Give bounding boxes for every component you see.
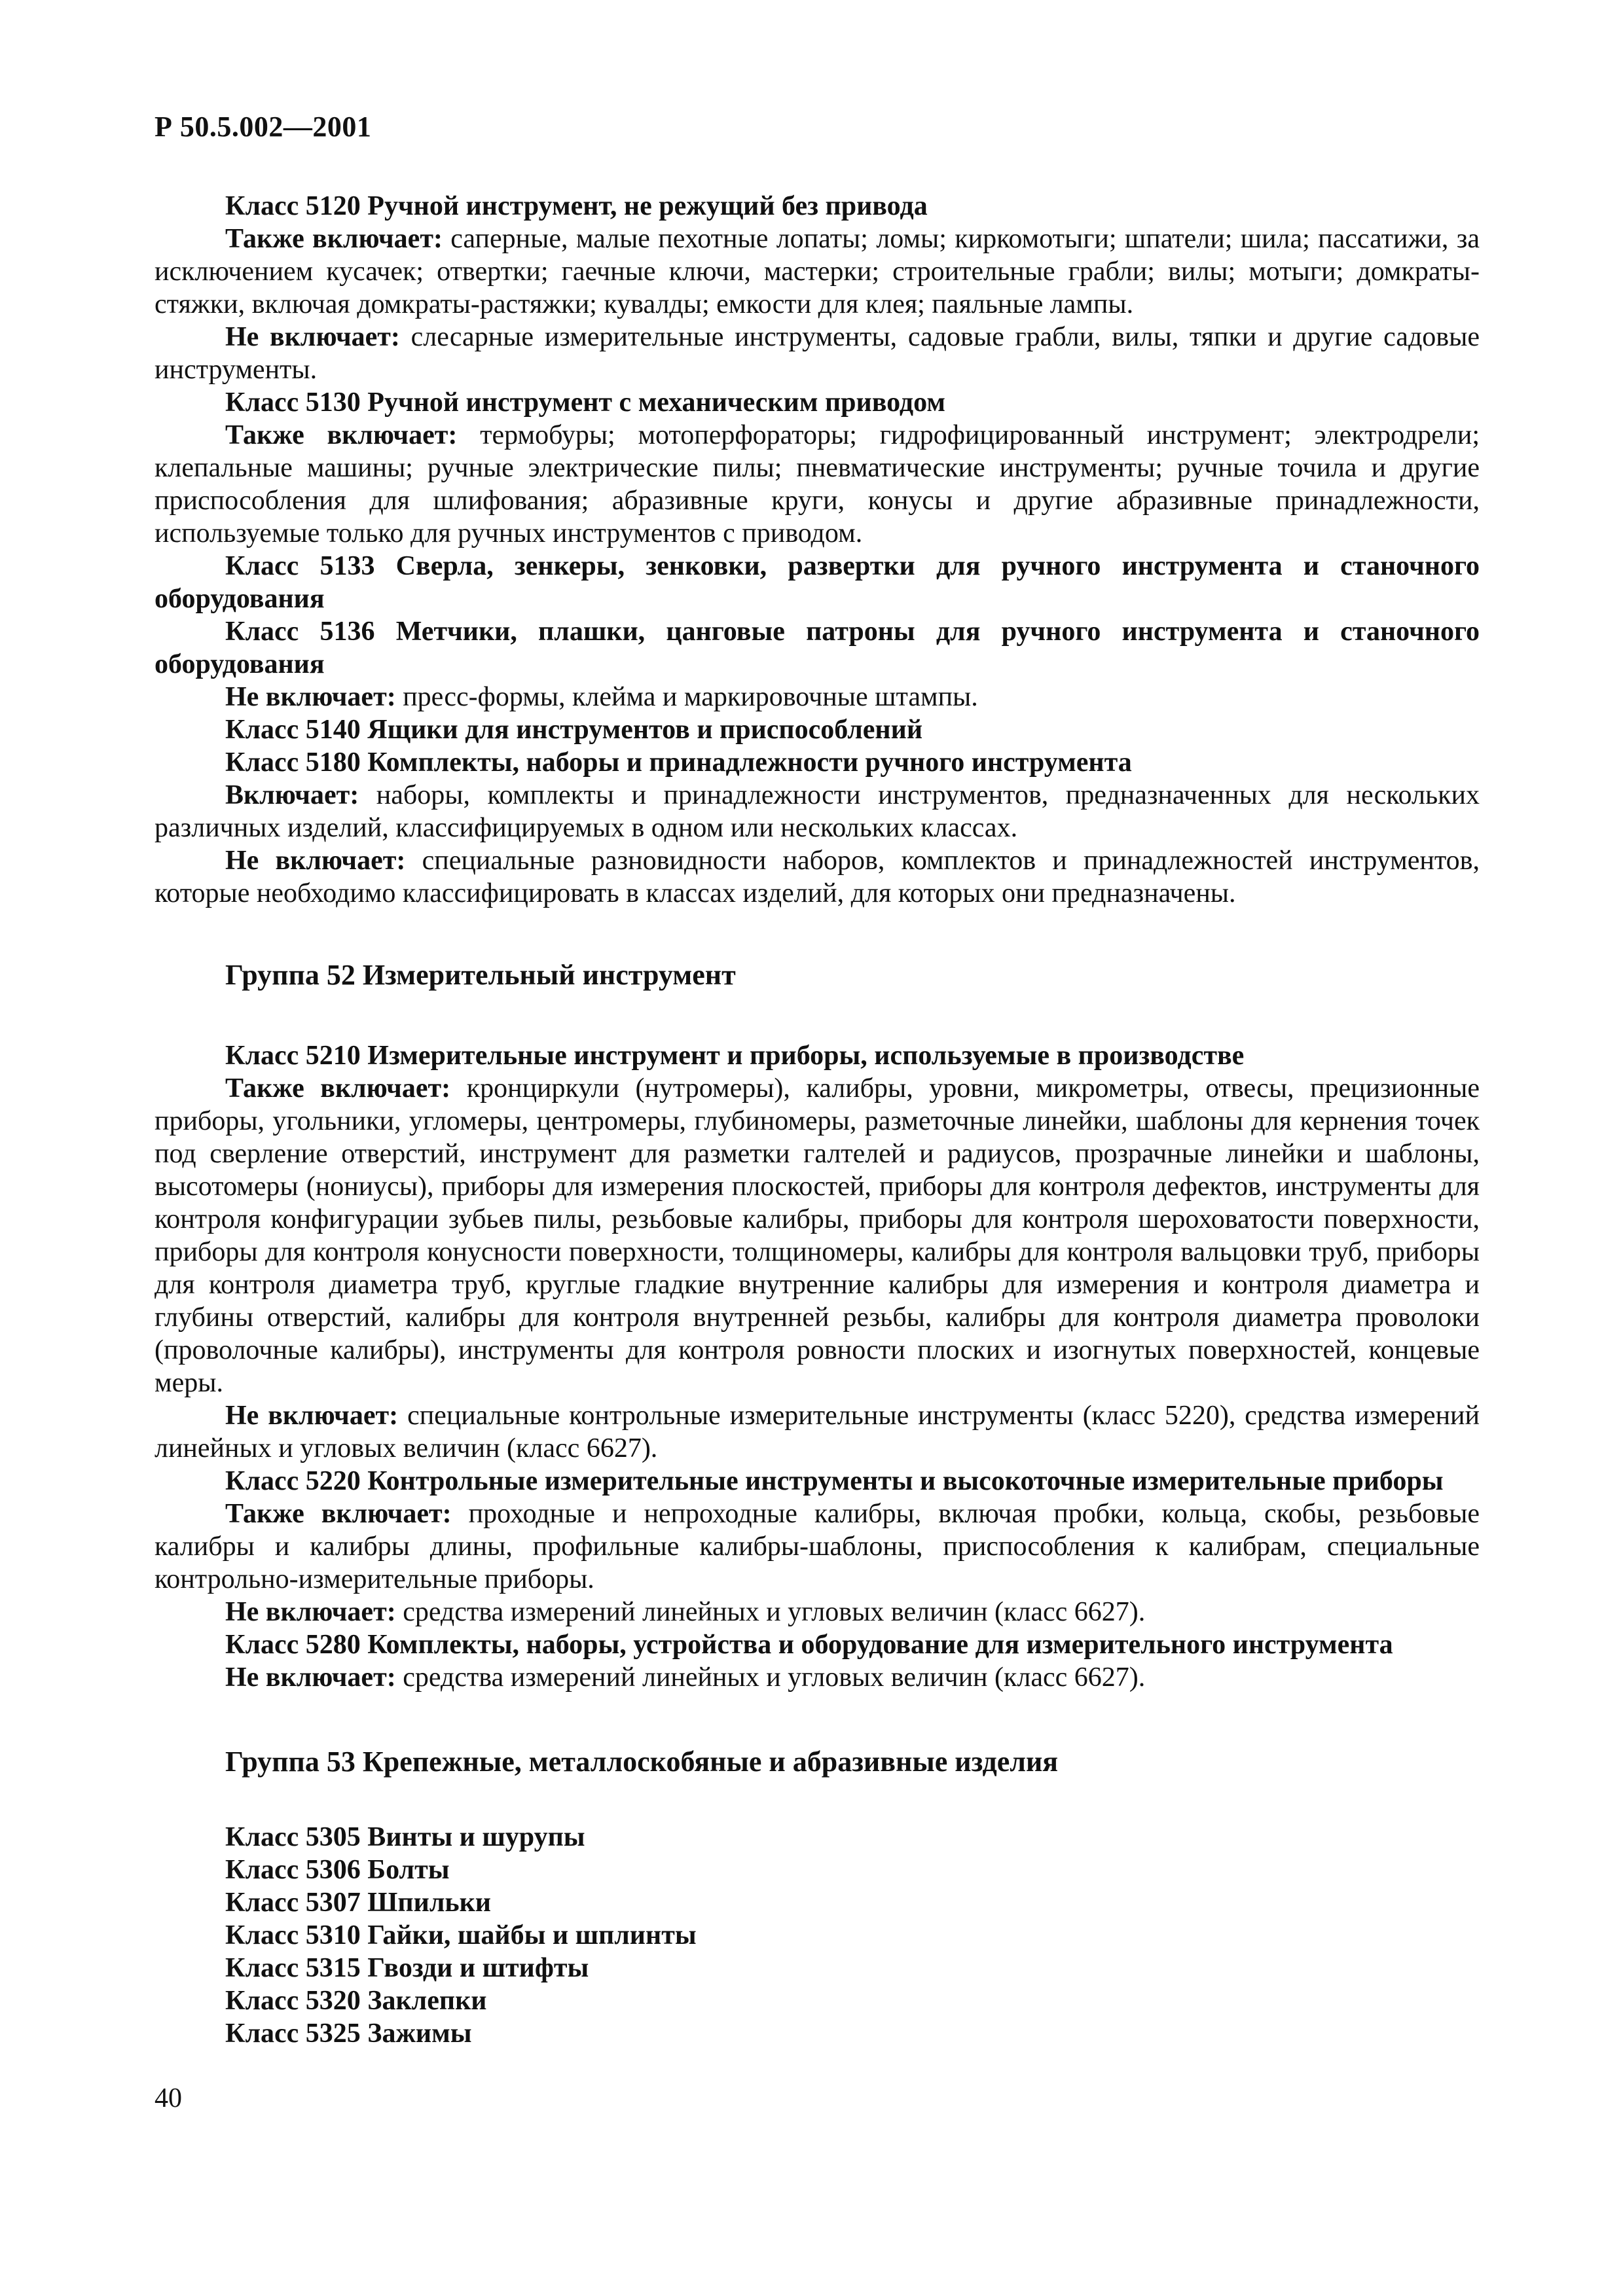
- class-5280-excludes: [155, 1661, 1480, 1694]
- excludes-label: Не включает:: [225, 322, 400, 352]
- class-5133-heading: Класс 5133 Сверла, зенкеры, зенковки, развертки для ручного инструмента и станочного оборудования: [155, 551, 1480, 614]
- class-5130-heading: Класс 5130 Ручной инструмент с механическим приводом: [225, 387, 945, 418]
- class-5136-heading: Класс 5136 Метчики, плашки, цанговые патроны для ручного инструмента и станочного оборудования: [155, 617, 1480, 679]
- class-5120-excludes: [155, 321, 1480, 386]
- class-5140-heading: Класс 5140 Ящики для инструментов и приспособлений: [225, 715, 923, 745]
- class-5210-excludes: [155, 1399, 1480, 1465]
- class-5120-heading: Класс 5120 Ручной инструмент, не режущий без привода: [225, 191, 928, 221]
- class-list-item: Класс 5306 Болты: [225, 1855, 450, 1885]
- includes-label: Также включает:: [225, 224, 443, 254]
- class-5210-heading: Класс 5210 Измерительные инструмент и приборы, используемые в производстве: [225, 1041, 1245, 1071]
- excludes-text: специальные контрольные измерительные инструменты (класс 5220), средства измерений линейных и угловых величин (класс 6627).: [155, 1401, 1480, 1463]
- class-5220-includes: [155, 1498, 1480, 1596]
- includes-text: кронциркули (нутромеры), калибры, уровни, микрометры, отвесы, прецизионные приборы, угольники, угломеры, центромеры, глубиномеры, разметочные линейки, шаблоны для кернения точек под сверление отверстий, инструмент для разметки галтелей и радиусов, прозрачные линейки и шаблоны, высотомеры (нониусы), приборы для измерения плоскостей, приборы для контроля дефектов, инструменты для контроля конфигурации зубьев пилы, резьбовые калибры, приборы для контроля шероховатости поверхности, приборы для контроля конусности поверхности, толщиномеры, калибры для контроля вальцовки труб, приборы для контроля диаметра труб, круглые гладкие внутренние калибры для измерения и контроля диаметра и глубины отверстий, калибры для контроля внутренней резьбы, калибры для контроля диаметра проволоки (проволочные калибры), инструменты для контроля ровности плоских и изогнутых поверхностей, концевые меры.: [155, 1073, 1480, 1398]
- includes-label: Также включает:: [225, 1073, 451, 1103]
- class-list-item: Класс 5307 Шпильки: [225, 1888, 491, 1918]
- class-list-item: Класс 5325 Зажимы: [225, 2018, 472, 2049]
- class-5120-includes: [155, 223, 1480, 321]
- includes-text: проходные и непроходные калибры, включая пробки, кольца, скобы, резьбовые калибры и калибры длины, профильные калибры-шаблоны, приспособления к калибрам, специальные контрольно-измерительные приборы.: [155, 1499, 1480, 1594]
- excludes-label: Не включает:: [225, 1597, 396, 1627]
- excludes-label: Не включает:: [225, 682, 396, 712]
- class-list-item: Класс 5320 Заклепки: [225, 1986, 487, 2016]
- excludes-text: средства измерений линейных и угловых величин (класс 6627).: [403, 1662, 1146, 1693]
- includes-label: Также включает:: [225, 1499, 452, 1529]
- group-52-heading: Группа 52 Измерительный инструмент: [225, 959, 736, 991]
- includes-text: термобуры; мотоперфораторы; гидрофицированный инструмент; электродрели; клепальные машины; ручные электрические пилы; пневматические инструменты; ручные точила и другие приспособления для шлифования; абразивные круги, конусы и другие абразивные принадлежности, используемые только для ручных инструментов с приводом.: [155, 420, 1480, 548]
- excludes-text: пресс-формы, клейма и маркировочные штампы.: [403, 682, 978, 712]
- class-list-item: Класс 5305 Винты и шурупы: [225, 1822, 585, 1852]
- class-list-item: Класс 5315 Гвозди и штифты: [225, 1953, 589, 1983]
- page-number: 40: [155, 2083, 182, 2113]
- class-5180-heading: Класс 5180 Комплекты, наборы и принадлежности ручного инструмента: [225, 747, 1132, 778]
- excludes-label: Не включает:: [225, 846, 406, 876]
- class-5220-excludes: [155, 1596, 1480, 1628]
- includes-text: наборы, комплекты и принадлежности инструментов, предназначенных для нескольких различных изделий, классифицируемых в одном или нескольких классах.: [155, 780, 1480, 843]
- class-5220-heading: Класс 5220 Контрольные измерительные инструменты и высокоточные измерительные приборы: [225, 1466, 1444, 1496]
- excludes-label: Не включает:: [225, 1662, 396, 1693]
- class-5180-includes: [155, 779, 1480, 844]
- class-5210-includes: [155, 1072, 1480, 1399]
- class-5180-excludes: [155, 844, 1480, 910]
- group-53-heading: Группа 53 Крепежные, металлоскобяные и абразивные изделия: [225, 1746, 1059, 1778]
- class-5130-includes: [155, 419, 1480, 550]
- includes-label: Включает:: [225, 780, 359, 810]
- class-5136-excludes: [155, 681, 1480, 713]
- excludes-label: Не включает:: [225, 1401, 399, 1431]
- includes-text: саперные, малые пехотные лопаты; ломы; киркомотыги; шпатели; шила; пассатижи, за исключением кусачек; отвертки; гаечные ключи, мастерки; строительные грабли; вилы; мотыги; домкраты-стяжки, включая домкраты-растяжки; кувалды; емкости для клея; паяльные лампы.: [155, 224, 1480, 319]
- excludes-text: средства измерений линейных и угловых величин (класс 6627).: [403, 1597, 1146, 1627]
- includes-label: Также включает:: [225, 420, 458, 450]
- excludes-text: специальные разновидности наборов, комплектов и принадлежностей инструментов, которые необходимо классифицировать в классах изделий, для которых они предназначены.: [155, 846, 1480, 908]
- excludes-text: слесарные измерительные инструменты, садовые грабли, вилы, тяпки и другие садовые инструменты.: [155, 322, 1480, 385]
- document-header: Р 50.5.002—2001: [155, 111, 372, 143]
- document-body: [155, 190, 1480, 2050]
- class-list-item: Класс 5310 Гайки, шайбы и шплинты: [225, 1920, 697, 1950]
- class-5280-heading: Класс 5280 Комплекты, наборы, устройства и оборудование для измерительного инструмента: [225, 1630, 1393, 1660]
